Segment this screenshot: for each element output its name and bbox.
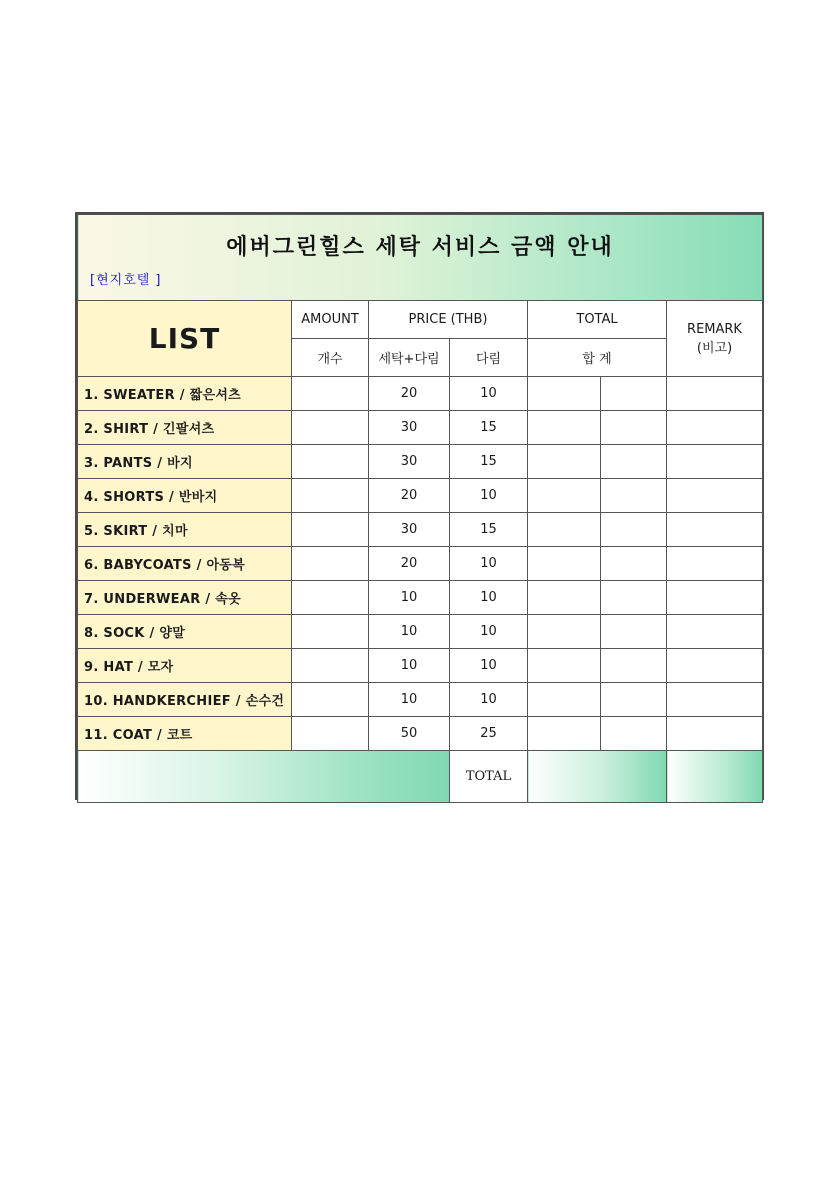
- remark-cell[interactable]: [667, 479, 763, 513]
- amount-cell[interactable]: [292, 683, 369, 717]
- remark-cell[interactable]: [667, 649, 763, 683]
- iron-price-cell: 10: [450, 479, 528, 513]
- item-name: 9. HAT / 모자: [78, 649, 292, 683]
- table-row: [78, 717, 763, 751]
- total-cell-a[interactable]: [528, 615, 601, 649]
- iron-price-cell: 15: [450, 411, 528, 445]
- table-row: [78, 649, 763, 683]
- total-cell-a[interactable]: [528, 377, 601, 411]
- item-name: 8. SOCK / 양말: [78, 615, 292, 649]
- wash-price-cell: 20: [369, 547, 450, 581]
- table-row: [78, 411, 763, 445]
- wash-price-cell: 50: [369, 717, 450, 751]
- total-cell-a[interactable]: [528, 513, 601, 547]
- iron-price-cell: 15: [450, 445, 528, 479]
- total-cell-b[interactable]: [601, 615, 667, 649]
- total-cell-a[interactable]: [528, 479, 601, 513]
- table-row: [78, 445, 763, 479]
- footer-total-label: TOTAL: [450, 751, 528, 803]
- total-cell-b[interactable]: [601, 717, 667, 751]
- table-row: [78, 547, 763, 581]
- remark-header: [667, 301, 763, 377]
- wash-price-cell: 10: [369, 581, 450, 615]
- iron-price-cell: 10: [450, 377, 528, 411]
- total-cell-b[interactable]: [601, 581, 667, 615]
- iron-price-cell: 25: [450, 717, 528, 751]
- table-row: [78, 581, 763, 615]
- hotel-subtitle: [현지호텔 ]: [90, 272, 162, 288]
- iron-subheader: 다림: [450, 339, 528, 377]
- remark-cell[interactable]: [667, 445, 763, 479]
- total-cell-b[interactable]: [601, 547, 667, 581]
- remark-cell[interactable]: [667, 717, 763, 751]
- remark-cell[interactable]: [667, 683, 763, 717]
- item-name: 4. SHORTS / 반바지: [78, 479, 292, 513]
- iron-price-cell: 15: [450, 513, 528, 547]
- price-table: [77, 214, 763, 803]
- wash-price-cell: 30: [369, 445, 450, 479]
- total-cell-b[interactable]: [601, 513, 667, 547]
- remark-label: REMARK: [687, 321, 742, 337]
- amount-cell[interactable]: [292, 547, 369, 581]
- amount-cell[interactable]: [292, 649, 369, 683]
- table-row: [78, 479, 763, 513]
- amount-cell[interactable]: [292, 581, 369, 615]
- wash-price-cell: 20: [369, 479, 450, 513]
- amount-cell[interactable]: [292, 445, 369, 479]
- laundry-price-sheet: [75, 212, 764, 800]
- total-cell-b[interactable]: [601, 445, 667, 479]
- wash-price-cell: 10: [369, 683, 450, 717]
- wash-iron-subheader: 세탁+다림: [369, 339, 450, 377]
- item-name: 7. UNDERWEAR / 속옷: [78, 581, 292, 615]
- total-subheader: 합 계: [528, 339, 667, 377]
- amount-cell[interactable]: [292, 513, 369, 547]
- wash-price-cell: 10: [369, 615, 450, 649]
- item-name: 2. SHIRT / 긴팔셔츠: [78, 411, 292, 445]
- wash-price-cell: 10: [369, 649, 450, 683]
- iron-price-cell: 10: [450, 649, 528, 683]
- table-row: [78, 683, 763, 717]
- total-header: TOTAL: [528, 301, 667, 339]
- remark-cell[interactable]: [667, 513, 763, 547]
- total-cell-a[interactable]: [528, 717, 601, 751]
- remark-cell[interactable]: [667, 547, 763, 581]
- amount-cell[interactable]: [292, 479, 369, 513]
- total-cell-a[interactable]: [528, 547, 601, 581]
- total-cell-a[interactable]: [528, 581, 601, 615]
- footer-remark[interactable]: [667, 751, 763, 803]
- total-cell-b[interactable]: [601, 377, 667, 411]
- wash-price-cell: 30: [369, 513, 450, 547]
- total-cell-b[interactable]: [601, 683, 667, 717]
- item-name: 5. SKIRT / 치마: [78, 513, 292, 547]
- iron-price-cell: 10: [450, 615, 528, 649]
- remark-cell[interactable]: [667, 411, 763, 445]
- footer-spacer: [78, 751, 450, 803]
- total-cell-a[interactable]: [528, 683, 601, 717]
- table-row: [78, 377, 763, 411]
- remark-cell[interactable]: [667, 377, 763, 411]
- item-name: 10. HANDKERCHIEF / 손수건: [78, 683, 292, 717]
- table-row: [78, 615, 763, 649]
- total-cell-b[interactable]: [601, 479, 667, 513]
- title-banner: [78, 215, 763, 301]
- footer-total-value[interactable]: [528, 751, 667, 803]
- footer-row: [78, 751, 763, 803]
- iron-price-cell: 10: [450, 581, 528, 615]
- amount-header: AMOUNT: [292, 301, 369, 339]
- table-row: [78, 513, 763, 547]
- remark-sub-label: (비고): [696, 340, 733, 356]
- total-cell-a[interactable]: [528, 445, 601, 479]
- amount-cell[interactable]: [292, 615, 369, 649]
- total-cell-b[interactable]: [601, 411, 667, 445]
- total-cell-b[interactable]: [601, 649, 667, 683]
- amount-subheader: 개수: [292, 339, 369, 377]
- item-name: 1. SWEATER / 짧은셔츠: [78, 377, 292, 411]
- remark-cell[interactable]: [667, 615, 763, 649]
- amount-cell[interactable]: [292, 377, 369, 411]
- page-title: 에버그린힐스 세탁 서비스 금액 안내: [226, 234, 614, 260]
- total-cell-a[interactable]: [528, 649, 601, 683]
- iron-price-cell: 10: [450, 683, 528, 717]
- item-name: 6. BABYCOATS / 아동복: [78, 547, 292, 581]
- remark-cell[interactable]: [667, 581, 763, 615]
- list-header: LIST: [78, 301, 292, 377]
- total-cell-a[interactable]: [528, 411, 601, 445]
- wash-price-cell: 30: [369, 411, 450, 445]
- item-name: 3. PANTS / 바지: [78, 445, 292, 479]
- amount-cell[interactable]: [292, 717, 369, 751]
- wash-price-cell: 20: [369, 377, 450, 411]
- item-name: 11. COAT / 코트: [78, 717, 292, 751]
- price-header: PRICE (THB): [369, 301, 528, 339]
- amount-cell[interactable]: [292, 411, 369, 445]
- iron-price-cell: 10: [450, 547, 528, 581]
